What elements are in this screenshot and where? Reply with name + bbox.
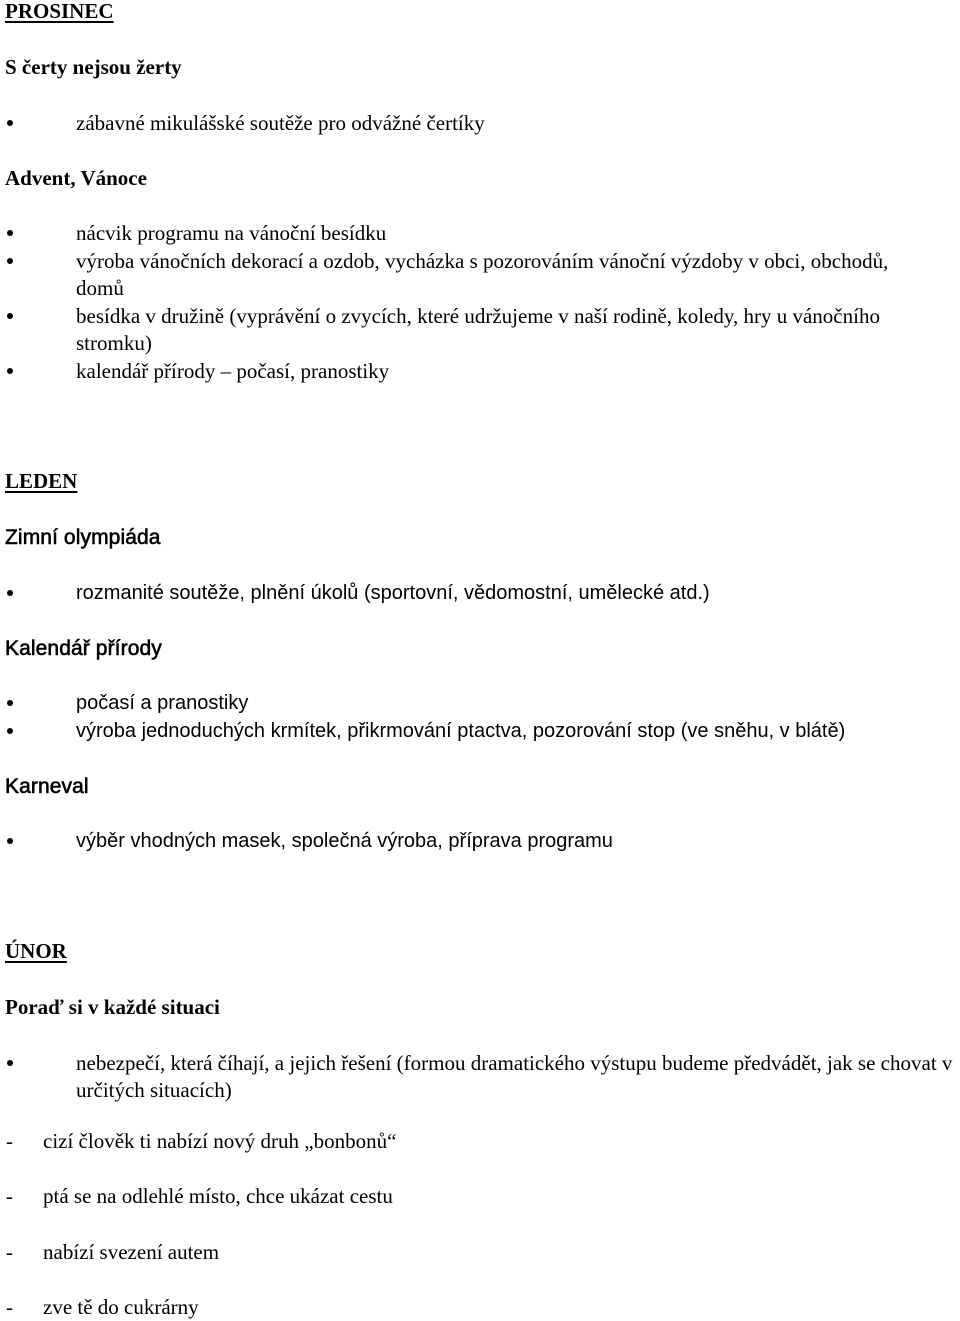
- month-heading-unor: ÚNOR: [5, 939, 67, 963]
- dash-marker: -: [6, 1184, 13, 1208]
- bullet-icon: [7, 590, 13, 596]
- month-heading-prosinec: PROSINEC: [5, 0, 114, 23]
- bullet-icon: [7, 700, 13, 706]
- dash-marker: -: [6, 1240, 13, 1264]
- topic-heading: S čerty nejsou žerty: [5, 55, 182, 79]
- dash-marker: -: [6, 1295, 13, 1319]
- document-page: PROSINEC S čerty nejsou žerty zábavné mikulášské soutěže pro odvážné čertíky Advent, Vánoce nácvik programu na vánoční besídku výroba vánočních dekorací a ozdob, vycházka s pozorováním vánoční výzdoby v obci, obchodů, domů besídka v družině (vyprávění o zvycích, které udržujeme v naší rodině, koledy, hry u vánočního stromku) kalendář přírody – počasí, pranostiky LEDEN Zimní olympiáda rozmanité soutěže, plnění úkolů (sportovní, vědomostní, umělecké atd.) Kalendář přírody počasí a pranostiky výroba jednoduchých krmítek, přikrmování ptactva, pozorování stop (ve sněhu, v blátě) Karneval výběr vhodných masek, společná výroba, příprava programu ÚNOR Poraď si v každé situaci nebezpečí, která číhají, a jejich řešení (formou dramatického výstupu budeme předvádět, jak se chovat v určitých situacích) - cizí člověk ti nabízí nový druh „bonbonů“ - ptá se na odlehlé místo, chce ukázat cestu - nabízí svezení autem - zve tě do cukrárny: [5, 0, 953, 1319]
- bullet-icon: [7, 1060, 13, 1066]
- bullet-icon: [7, 120, 13, 126]
- dash-marker: -: [6, 1129, 13, 1153]
- bullet-icon: [7, 728, 13, 734]
- month-heading-leden: LEDEN: [5, 469, 78, 493]
- bullet-icon: [7, 838, 13, 844]
- topic-heading: Zimní olympiáda: [5, 526, 161, 549]
- topic-heading: Kalendář přírody: [5, 637, 162, 660]
- topic-heading: Poraď si v každé situaci: [5, 995, 220, 1019]
- bullet-icon: [7, 258, 13, 264]
- bullet-icon: [7, 313, 13, 319]
- bullet-icon: [7, 368, 13, 374]
- bullet-icon: [7, 230, 13, 236]
- topic-heading: Advent, Vánoce: [5, 166, 147, 190]
- topic-heading: Karneval: [5, 775, 89, 798]
